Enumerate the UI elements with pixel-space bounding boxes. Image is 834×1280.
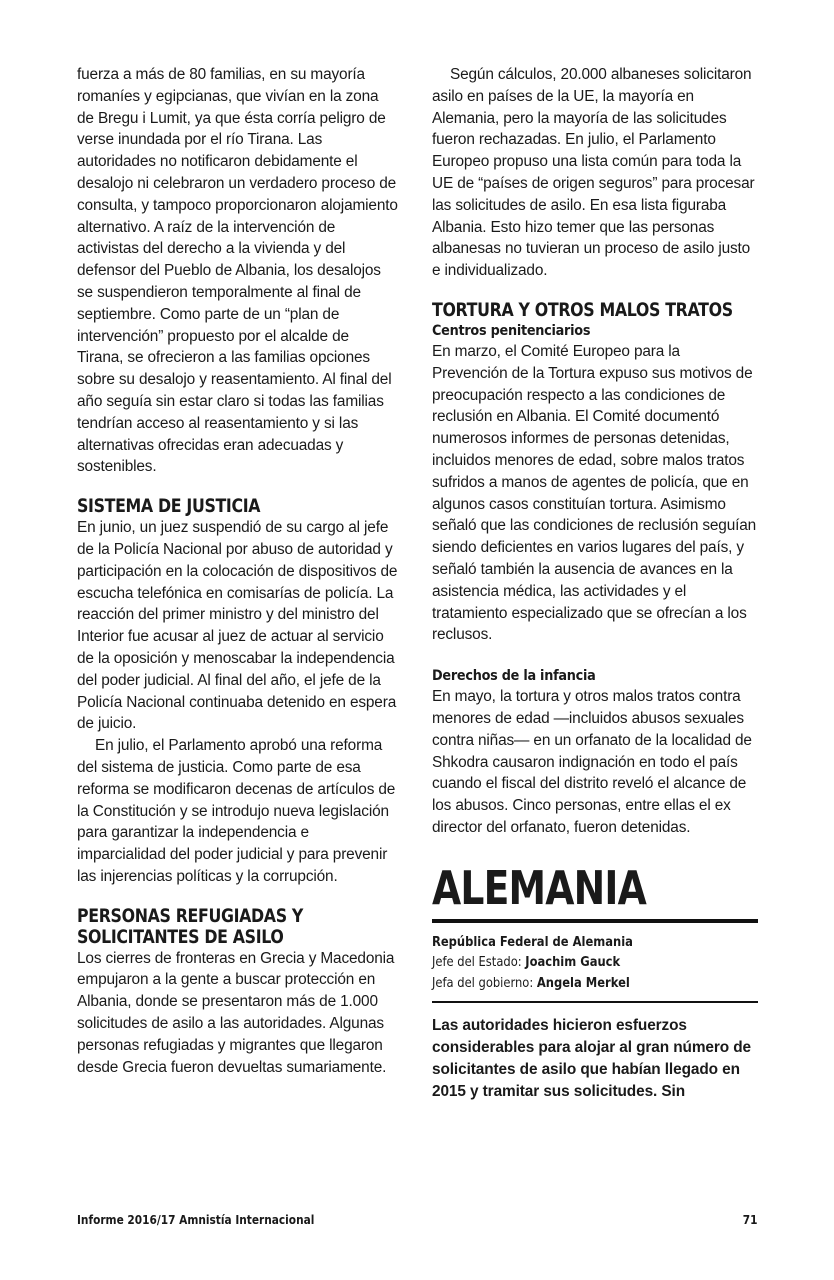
justice-paragraph-2: En julio, el Parlamento aprobó una reforma del sistema de justicia. Como parte de esa reforma se modificaron decenas de artículos de la Constitución y se introdujo nueva legislación para garantizar la independencia e imparcialidad del poder judicial y para prevenir las injerencias políticas y la corrupción. [77,737,396,885]
head-of-state [432,953,712,974]
official-name: República Federal de Alemania [432,934,633,950]
head-of-government-label: Jefa del gobierno: [432,975,534,991]
refugees-paragraph: Los cierres de fronteras en Grecia y Macedonia empujaron a la gente a buscar protección en Albania, donde se presentaron más de 1.000 solicitudes de asilo a las autoridades. Algunas personas refugiadas y migrantes que llegaron desde Grecia fueron devueltas sumariamente. [77,949,395,1076]
thin-divider [432,1001,758,1003]
country-facts [432,933,758,995]
prisons-subheading: Centros penitenciarios [432,321,591,339]
head-of-state-name: Joachim Gauck [525,955,621,971]
right-column [432,64,758,1103]
refugees-heading-line1: PERSONAS REFUGIADAS Y [77,905,304,927]
lead-paragraph: Las autoridades hicieron esfuerzos considerables para alojar al gran número de solicitantes de asilo que habían llegado en 2015 y tramitar sus solicitudes. Sin [432,1016,752,1100]
footer-publication: Informe 2016/17 Amnistía Internacional [77,1212,315,1227]
head-of-government [432,974,712,995]
children-paragraph: En mayo, la tortura y otros malos tratos contra menores de edad —incluidos abusos sexuales contra niñas— en un orfanato de la localidad de Shkodra causaron indignación en todo el país cuando el fiscal del distrito reveló el alcance de los abusos. Cinco personas, entre ellas el ex director del orfanato, fueron detenidas. [432,688,752,836]
prisons-paragraph: En marzo, el Comité Europeo para la Prevención de la Tortura expuso sus motivos de preocupación respecto a las condiciones de reclusión en Albania. El Comité documentó numerosos informes de personas detenidas, incluidos menores de edad, sobre malos tratos sufridos a manos de agentes de policía, que en algunos casos constituían tortura. Asimismo señaló que las condiciones de reclusión seguían siendo deficientes en varios lugares del país, y señaló también la ausencia de avances en la asistencia médica, las actividades y el tratamiento especializado que se ofrecían a los reclusos. [432,342,757,644]
country-title: ALEMANIA [432,860,646,915]
justice-paragraph-1: En junio, un juez suspendió de su cargo al jefe de la Policía Nacional por abuso de autoridad y participación en la colocación de dispositivos de escucha telefónica en comisarías de policía. La reacción del primer ministro y del ministro del Interior fue acusar al juez de actuar al servicio de la oposición y menoscabar la independencia del poder judicial. Al final del año, el jefe de la Policía Nacional continuaba detenido en espera de juicio. [77,519,398,733]
justice-heading: SISTEMA DE JUSTICIA [77,496,261,518]
page-number: 71 [743,1212,758,1227]
left-column [77,64,399,1078]
refugees-heading-line2: SOLICITANTES DE ASILO [77,926,284,948]
head-of-government-name: Angela Merkel [536,975,630,991]
asylum-paragraph: Según cálculos, 20.000 albaneses solicitaron asilo en países de la UE, la mayoría en Alemania, pero la mayoría de las solicitudes fueron rechazadas. En julio, el Parlamento Europeo propuso una lista común para toda la UE de “países de origen seguros” para procesar las solicitudes de asilo. En esa lista figuraba Albania. Esto hizo temer que las personas albanesas no tuvieran un proceso de asilo justo e individualizado. [432,66,755,280]
refugees-heading [77,906,354,948]
children-subheading: Derechos de la infancia [432,667,596,685]
head-of-state-label: Jefe del Estado: [432,955,522,971]
thick-divider [432,919,758,923]
intro-paragraph: fuerza a más de 80 familias, en su mayoría romaníes y egipcianas, que vivían en la zona de Bregu i Lumit, ya que ésta corría peligro de verse inundada por el río Tirana. Las autoridades no notificaron debidamente el desalojo ni celebraron un verdadero proceso de consulta, y tampoco proporcionaron alojamiento alternativo. A raíz de la intervención de activistas del derecho a la vivienda y del defensor del Pueblo de Albania, los desalojos se suspendieron temporalmente al final de septiembre. Como parte de un “plan de intervención” propuesto por el alcalde de Tirana, se ofrecieron a las familias opciones sobre su desalojo y reasentamiento. Al final del año seguía sin estar claro si todas las familias tendrían acceso al reasentamiento y si las alternativas ofrecidas eran adecuadas y sostenibles. [77,66,398,476]
torture-heading: TORTURA Y OTROS MALOS TRATOS [432,299,733,321]
